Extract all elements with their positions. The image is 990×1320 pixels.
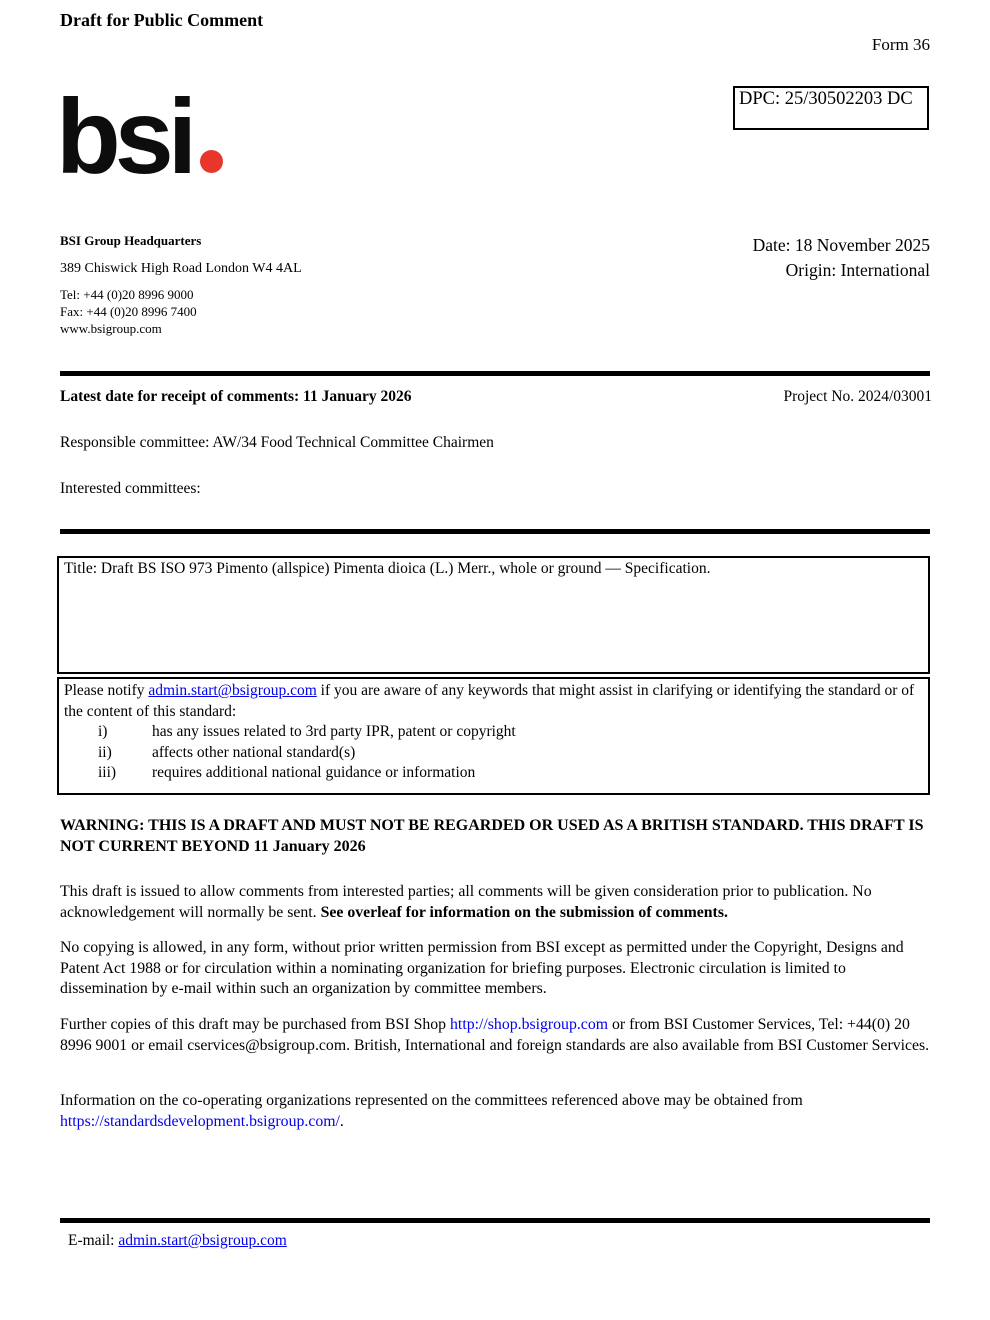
notify-intro-pre: Please notify [64, 682, 149, 699]
notify-intro-post: if you are aware of any keywords that might assist in clarifying or identifying the standard or of the content of this standard: [64, 682, 915, 720]
dpc-number: DPC: 25/30502203 DC [739, 89, 913, 109]
paragraph-text: . [339, 1112, 344, 1130]
hq-tel: Tel: +44 (0)20 8996 9000 [60, 287, 194, 302]
list-item-number: ii) [98, 743, 112, 761]
origin: Origin: International [785, 260, 930, 280]
standard-title: Title: Draft BS ISO 973 Pimento (allspice) Pimenta dioica (L.) Merr., whole or ground — Specification. [64, 560, 711, 577]
hq-contact-block [60, 286, 197, 337]
list-item-text: affects other national standard(s) [152, 743, 356, 761]
list-item-text: has any issues related to 3rd party IPR, patent or copyright [152, 723, 516, 740]
paragraph-comments-issued [60, 882, 934, 923]
divider-rule-mid [60, 529, 930, 534]
project-number: Project No. 2024/03001 [783, 388, 932, 405]
notify-intro [64, 681, 923, 722]
bsi-shop-link[interactable]: http://shop.bsigroup.com [450, 1016, 609, 1033]
draft-for-public-comment-heading: Draft for Public Comment [60, 10, 264, 30]
bsi-logo-red-dot-icon [200, 150, 223, 173]
hq-website: www.bsigroup.com [60, 321, 162, 336]
footer-email-line [68, 1232, 287, 1250]
list-item-number: iii) [98, 764, 117, 781]
paragraph-text: Information on the co-operating organizations represented on the committees referenced above may be obtained from [60, 1092, 803, 1109]
draft-warning: WARNING: THIS IS A DRAFT AND MUST NOT BE REGARDED OR USED AS A BRITISH STANDARD. THIS DRAFT IS NOT CURRENT BEYOND 11 January 2026 [60, 817, 924, 855]
paragraph-text: This draft is issued to allow comments from interested parties; all comments will be given consideration prior to publication. No acknowledgement will normally be sent. [60, 883, 872, 921]
dpc-number-box [733, 86, 929, 130]
hq-heading: BSI Group Headquarters [60, 233, 202, 248]
date-origin-block [530, 233, 930, 283]
paragraph-cooperating-orgs [60, 1091, 934, 1132]
notify-list [64, 722, 923, 784]
form-number: Form 36 [871, 35, 930, 54]
hq-fax: Fax: +44 (0)20 8996 7400 [60, 304, 197, 319]
divider-rule-top [60, 371, 930, 376]
issue-date: Date: 18 November 2025 [752, 235, 930, 255]
list-item-text: requires additional national guidance or information [152, 764, 476, 781]
list-item [64, 722, 923, 743]
latest-date-for-comments: Latest date for receipt of comments: 11 January 2026 [60, 388, 412, 405]
paragraph-no-copying: No copying is allowed, in any form, without prior written permission from BSI except as permitted under the Copyright, Designs and Patent Act 1988 or for circulation within a nominating organization for briefing purposes. Electronic circulation is limited to dissemination by e-mail within such an organization by committee members. [60, 939, 904, 997]
bsi-logo-text: bsi [56, 78, 192, 196]
footer-admin-email-link[interactable]: admin.start@bsigroup.com [118, 1232, 287, 1249]
interested-committees: Interested committees: [60, 480, 201, 497]
hq-address: 389 Chiswick High Road London W4 4AL [60, 261, 302, 276]
divider-rule-bottom [60, 1218, 930, 1223]
see-overleaf-note: See overleaf for information on the submission of comments. [320, 903, 728, 921]
standards-development-link[interactable]: https://standardsdevelopment.bsigroup.com/ [60, 1112, 340, 1130]
paragraph-further-copies [60, 1015, 934, 1056]
responsible-committee: Responsible committee: AW/34 Food Technical Committee Chairmen [60, 434, 494, 451]
list-item-number: i) [98, 723, 108, 740]
paragraph-text: Further copies of this draft may be purchased from BSI Shop [60, 1016, 451, 1033]
keyword-notify-box [57, 677, 930, 795]
paragraph-text: or from BSI Customer Services, Tel: +44(0) 20 8996 9001 or email cservices@bsigroup.com. British, International and foreign standards are also available from BSI Customer Services. [60, 1016, 930, 1054]
footer-email-label: E-mail: [68, 1232, 119, 1249]
admin-email-link[interactable]: admin.start@bsigroup.com [148, 682, 317, 699]
standard-title-box [57, 556, 930, 674]
comments-deadline-row [60, 388, 932, 406]
bsi-logo [56, 78, 223, 196]
list-item [64, 763, 923, 784]
list-item [64, 743, 923, 764]
